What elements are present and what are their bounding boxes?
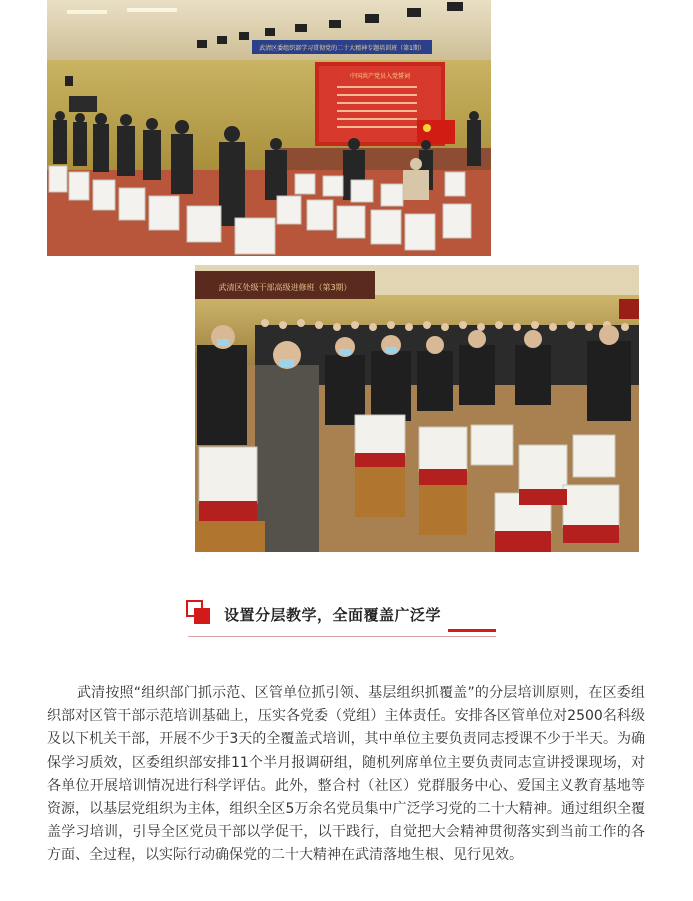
article-paragraph: 武清按照“组织部门抓示范、区管单位抓引领、基层组织抓覆盖”的分层培训原则，在区委组织部对区管干部示范培训基础上，压实各党委（党组）主体责任。安排各区管单位对2500名科级及以下机关干部，开展不少于3天的全覆盖式培训，其中单位主要负责同志授课不少于半天。为确保学习质效，区委组织部安排11个半月报调研组，随机列席单位主要负责同志宣讲授课现场，对各单位开展培训情况进行科学评估。此外，整合村（社区）党群服务中心、爱国主义教育基地等资源，以基层党组织为主体，组织全区5万余名党员集中广泛学习党的二十大精神。通过组织全覆盖学习培训，引导全区党员干部以学促干，以干践行，自觉把大会精神贯彻落实到当前工作的各方面、全过程，以实际行动确保党的二十大精神在武清落地生根、见行见效。: [47, 685, 645, 864]
heading-accent-bar: [448, 629, 496, 632]
heading-underline: [188, 636, 496, 637]
oath-photo-1: [47, 0, 491, 256]
photo1-screen-title: 中国共产党员入党誓词: [349, 73, 411, 80]
photo1-banner-text: 武清区委组织部学习贯彻党的二十大精神专题培训班（第1期）: [259, 45, 425, 52]
oath-photo-2-image: [195, 265, 639, 552]
oath-photo-1-image: [47, 0, 491, 256]
heading-squares-icon: [186, 600, 212, 626]
photo2-banner-text: 武清区处级干部高级进修班（第3期）: [218, 283, 352, 292]
section-heading-text: 设置分层教学，全面覆盖广泛学: [224, 606, 442, 624]
section-heading: [186, 600, 498, 640]
oath-photo-2: [195, 265, 639, 552]
